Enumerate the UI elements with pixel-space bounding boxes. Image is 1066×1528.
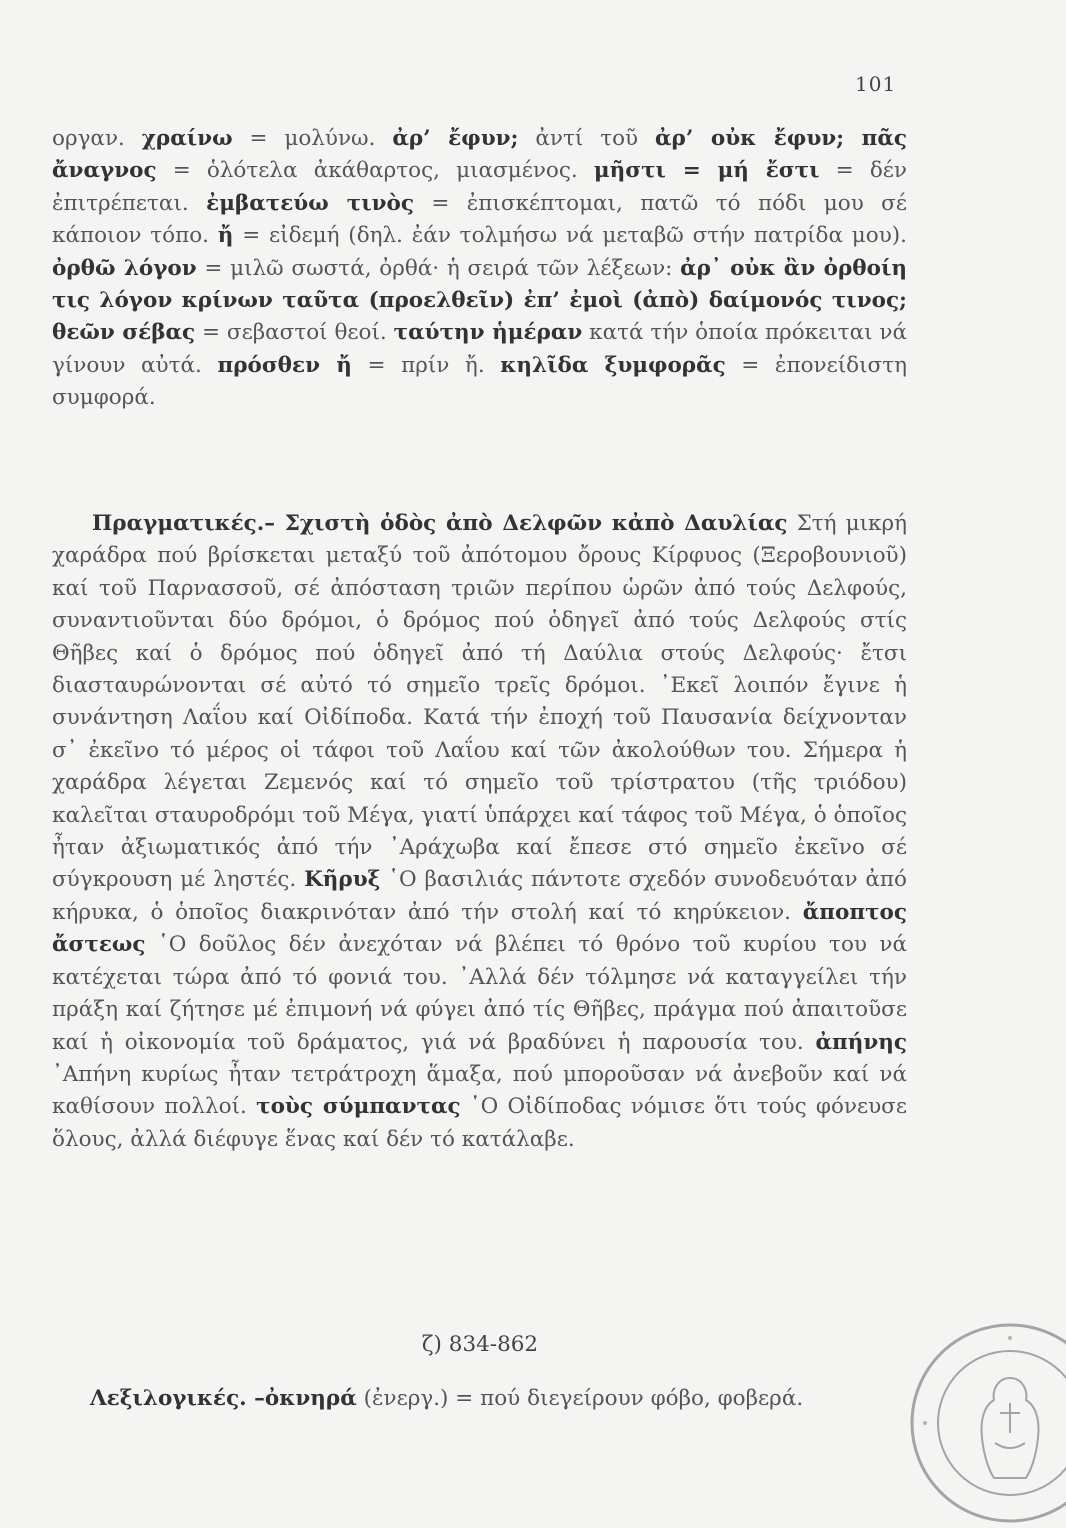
library-stamp-icon (905, 1318, 1066, 1528)
text-run: = μιλῶ σωστά, ὀρθά· ἡ σειρά τῶν λέξεων: (196, 255, 681, 281)
text-run: = μολύνω. (232, 126, 393, 151)
text-run: = εἰδεμή (δηλ. ἐάν τολμήσω νά μεταβῶ στήν πατρίδα μου). (233, 223, 907, 249)
text-run: = δέν ἐπιτρέπεται. (52, 158, 907, 216)
text-run: = σεβαστοί θεοί. (195, 320, 394, 346)
term: μῆστι = μή ἔστι (593, 158, 820, 184)
text-run: ῾Ο Οἰδίποδας νόμισε ὅτι τούς φόνευσε ὅλους, ἀλλά διέφυγε ἕνας καί δέν τό κατάλαβε. (52, 1094, 907, 1152)
term: χραίνω (141, 126, 233, 151)
text-run: ἀντί τοῦ (518, 126, 655, 151)
term: πρόσθεν ἤ (217, 352, 352, 378)
section-heading: ζ) 834-862 (421, 1332, 539, 1357)
glossary-paragraph (52, 123, 907, 415)
text-run: = ἐπονείδιστη συμφορά. (52, 352, 907, 411)
text-run: (ἐνεργ.) = πού διεγείρουν φόβο, φοβερά. (356, 1386, 804, 1411)
text-run: = πρίν ἤ. (351, 352, 501, 378)
text-run: ῾Ο δοῦλος δέν ἀνεχόταν νά βλέπει τό θρόνο τοῦ κυρίου του νά κατέχεται τώρα ἀπό τό φονιά του. ᾽Αλλά δέν τόλμησε νά καταγγείλει τήν πράξη καί ζήτησε μέ ἐπιμονή νά φύγει ἀπό τίς Θῆβες, πράγμα πού ἀπαιτοῦσε καί ἡ οἰκονομία τοῦ δράματος, γιά νά βραδύνει ἡ παρουσία του. (52, 932, 907, 1055)
term: Κῆρυξ (304, 867, 381, 893)
page-number: 101 (855, 72, 897, 96)
text-run: ῾Ο βασιλιάς πάντοτε σχεδόν συνοδευόταν ἀπό κήρυκα, ὁ ὁποῖος διακρινόταν ἀπό τήν στολή καί τό κηρύκειον. (52, 867, 907, 925)
text-run: οργαν. (52, 126, 142, 151)
text-run: = ἐπισκέπτομαι, πατῶ τό πόδι μου σέ κάποιον τόπο. (52, 190, 907, 249)
term: ἀρ’ οὐκ ἔφυν; πᾶς ἄναγνος (52, 126, 908, 184)
term: ἀρ’ ἔφυν; (392, 126, 519, 151)
term: ἤ (217, 223, 234, 249)
term: ταύτην ἡμέραν (393, 320, 583, 346)
term: κηλῖδα ξυμφορᾶς (500, 352, 726, 378)
text-run: ᾽Απήνη κυρίως ἦταν τετράτροχη ἅμαξα, πού μποροῦσαν νά ἀνεβοῦν καί νά καθίσουν πολλοί. (52, 1061, 907, 1120)
term: Λεξιλογικές. –ὀκνηρά (90, 1386, 357, 1411)
term: τοὺς σύμπαντας (256, 1094, 461, 1120)
term: ἐμβατεύω τινὸς (206, 190, 414, 216)
text-run: Στή μικρή χαράδρα πού βρίσκεται μεταξύ τοῦ ἀπότομου ὄρους Κίρφυος (Ξεροβουνιοῦ) καί τοῦ Παρνασσοῦ, σέ ἀπόσταση τριῶν περίπου ὡρῶν ἀπό τούς Δελφούς, συναντιοῦνται δύο δρόμοι, ὁ δρόμος πού ὁδηγεῖ ἀπό τούς Δελφούς στίς Θῆβες καί ὁ δρόμος πού ὁδηγεῖ ἀπό τή Δαύλια στούς Δελφούς· ἔτσι διασταυρώνονται σέ αὐτό τό σημεῖο τρεῖς δρόμοι. ᾽Εκεῖ λοιπόν ἔγινε ἡ συνάντηση Λαΐου καί Οἰδίποδα. Κατά τήν ἐποχή τοῦ Παυσανία δείχνονταν σ᾽ ἐκεῖνο τό μέρος οἱ τάφοι τοῦ Λαΐου καί τῶν ἀκολούθων του. Σήμερα ἡ χαράδρα λέγεται Ζεμενός καί τό σημεῖο τοῦ τρίστρατου (τῆς τριόδου) καλεῖται σταυροδρόμι τοῦ Μέγα, γιατί ὑπάρχει καί τάφος τοῦ Μέγα, ὁ ὁποῖος ἦταν ἀξιωματικός ἀπό τήν ᾽Αράχωβα καί ἔπεσε στό σημεῖο ἐκεῖνο σέ σύγκρουση μέ ληστές. (52, 511, 907, 893)
term: Πραγματικές.– Σχιστὴ ὁδὸς ἀπὸ Δελφῶν κἀπὸ Δαυλίας (92, 511, 788, 536)
term: ἀρ᾽ οὐκ ἂν ὀρθοίη τις λόγον κρίνων ταῦτα (προελθεῖν) ἐπ’ ἐμοὶ (ἀπὸ) δαίμονός τινος; θεῶν σέβας (52, 255, 907, 346)
lexical-notes-paragraph (90, 1383, 910, 1415)
factual-notes-paragraph (52, 508, 907, 1156)
text-run: = ὁλότελα ἀκάθαρτος, μιασμένος. (156, 158, 594, 184)
term: ὀρθῶ λόγον (52, 255, 197, 281)
term: ἀπήνης (815, 1029, 907, 1055)
text-run: κατά τήν ὁποία πρόκειται νά γίνουν αὐτά. (52, 320, 907, 378)
term: ἄποπτος ἄστεως (52, 899, 907, 958)
